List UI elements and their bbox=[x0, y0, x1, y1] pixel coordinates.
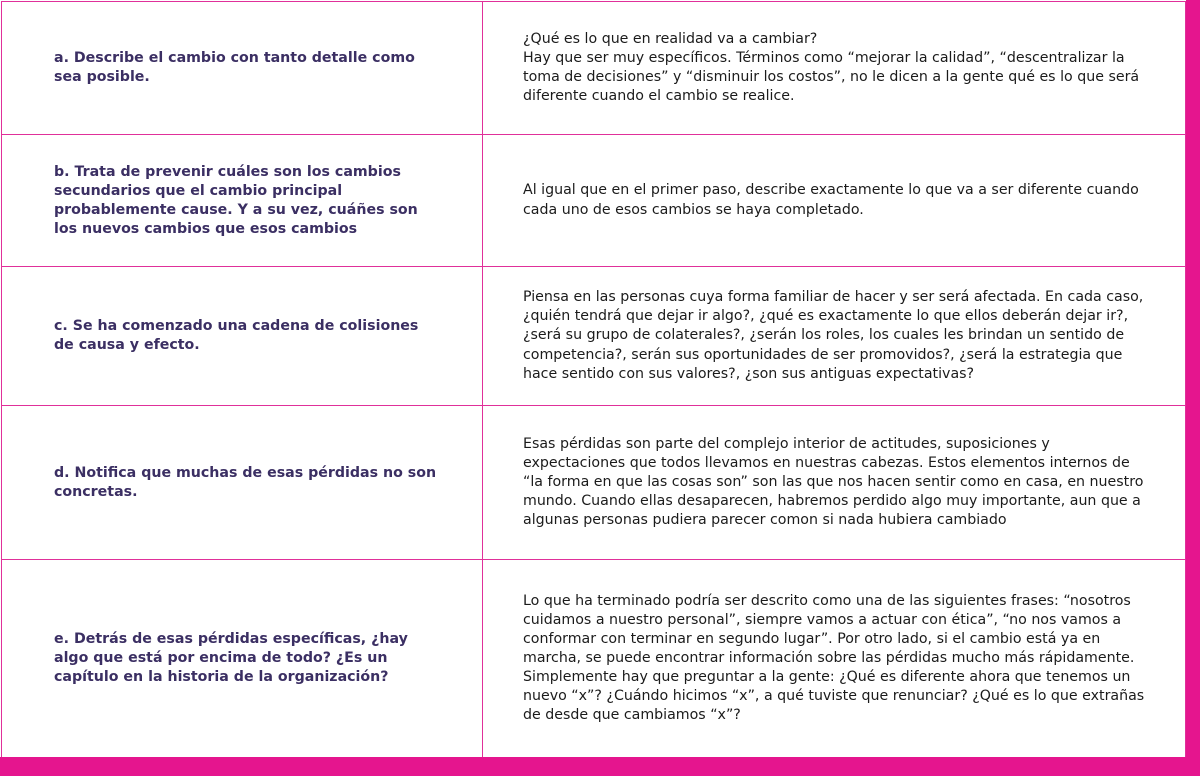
bottom-accent-bar bbox=[0, 757, 1200, 776]
answer-line: Al igual que en el primer paso, describe exactamente lo que va a ser diferente cuando cada uno de esos cambios se haya completado. bbox=[523, 182, 1139, 218]
answer-line: Piensa en las personas cuya forma familiar de hacer y ser será afectada. En cada caso, ¿quién tendrá que dejar ir algo?, ¿qué es exactamente lo que ellos deberán dejar ir?, ¿será su grupo de colaterales?, ¿serán los roles, los cuales les brindan un sentido de competencia?, serán sus oportunidades de ser promovidos?, ¿será la estrategia que hace sentido con sus valores?, ¿son sus antiguas expectativas? bbox=[523, 289, 1144, 382]
answer-line: Hay que ser muy específicos. Términos como “mejorar la calidad”, “descentralizar la toma de decisiones” y “disminuir los costos”, no le dicen a la gente qué es lo que será diferente cuando el cambio se realice. bbox=[523, 49, 1140, 105]
row-b-question: b. Trata de prevenir cuáles son los cambios secundarios que el cambio principal probablemente cause. Y a su vez, cuáñes son los nuevos cambios que esos cambios bbox=[2, 135, 483, 267]
row-c-answer bbox=[483, 267, 1186, 406]
answer-line: Lo que ha terminado podría ser descrito como una de las siguientes frases: “nosotros cuidamos a nuestro personal”, siempre vamos a actuar con ética”, “no nos vamos a conformar con terminar en segundo lugar”. Por otro lado, si el cambio está ya en marcha, se puede encontrar información sobre las pérdidas mucho más rápidamente. Simplemente hay que preguntar a la gente: ¿Qué es diferente ahora que tenemos un nuevo “x”? ¿Cuándo hicimos “x”, a qué tuviste que renunciar? ¿Qué es lo que extrañas de desde que cambiamos “x”? bbox=[523, 592, 1145, 724]
row-d-question: d. Notifica que muchas de esas pérdidas no son concretas. bbox=[2, 406, 483, 560]
answer-line: Esas pérdidas son parte del complejo interior de actitudes, suposiciones y expectaciones que todos llevamos en nuestras cabezas. Estos elementos internos de “la forma en que las cosas son” son las que nos hacen sentir como en casa, en nuestro mundo. Cuando ellas desaparecen, habremos perdido algo muy importante, aun que a algunas personas pudiera parecer comon si nada hubiera cambiado bbox=[523, 435, 1144, 529]
row-a-question: a. Describe el cambio con tanto detalle como sea posible. bbox=[2, 2, 483, 135]
answer-line: ¿Qué es lo que en realidad va a cambiar? bbox=[523, 30, 818, 47]
table-row bbox=[2, 267, 1186, 406]
table-row bbox=[2, 406, 1186, 560]
table-row bbox=[2, 2, 1186, 135]
table-row bbox=[2, 560, 1186, 758]
row-d-answer bbox=[483, 406, 1186, 560]
row-b-answer bbox=[483, 135, 1186, 267]
row-e-answer bbox=[483, 560, 1186, 758]
right-accent-bar bbox=[1186, 0, 1200, 776]
row-e-question: e. Detrás de esas pérdidas específicas, ¿hay algo que está por encima de todo? ¿Es un capítulo en la historia de la organización? bbox=[2, 560, 483, 758]
change-guide-table bbox=[1, 1, 1186, 758]
row-a-answer bbox=[483, 2, 1186, 135]
table-row bbox=[2, 135, 1186, 267]
row-c-question: c. Se ha comenzado una cadena de colisiones de causa y efecto. bbox=[2, 267, 483, 406]
